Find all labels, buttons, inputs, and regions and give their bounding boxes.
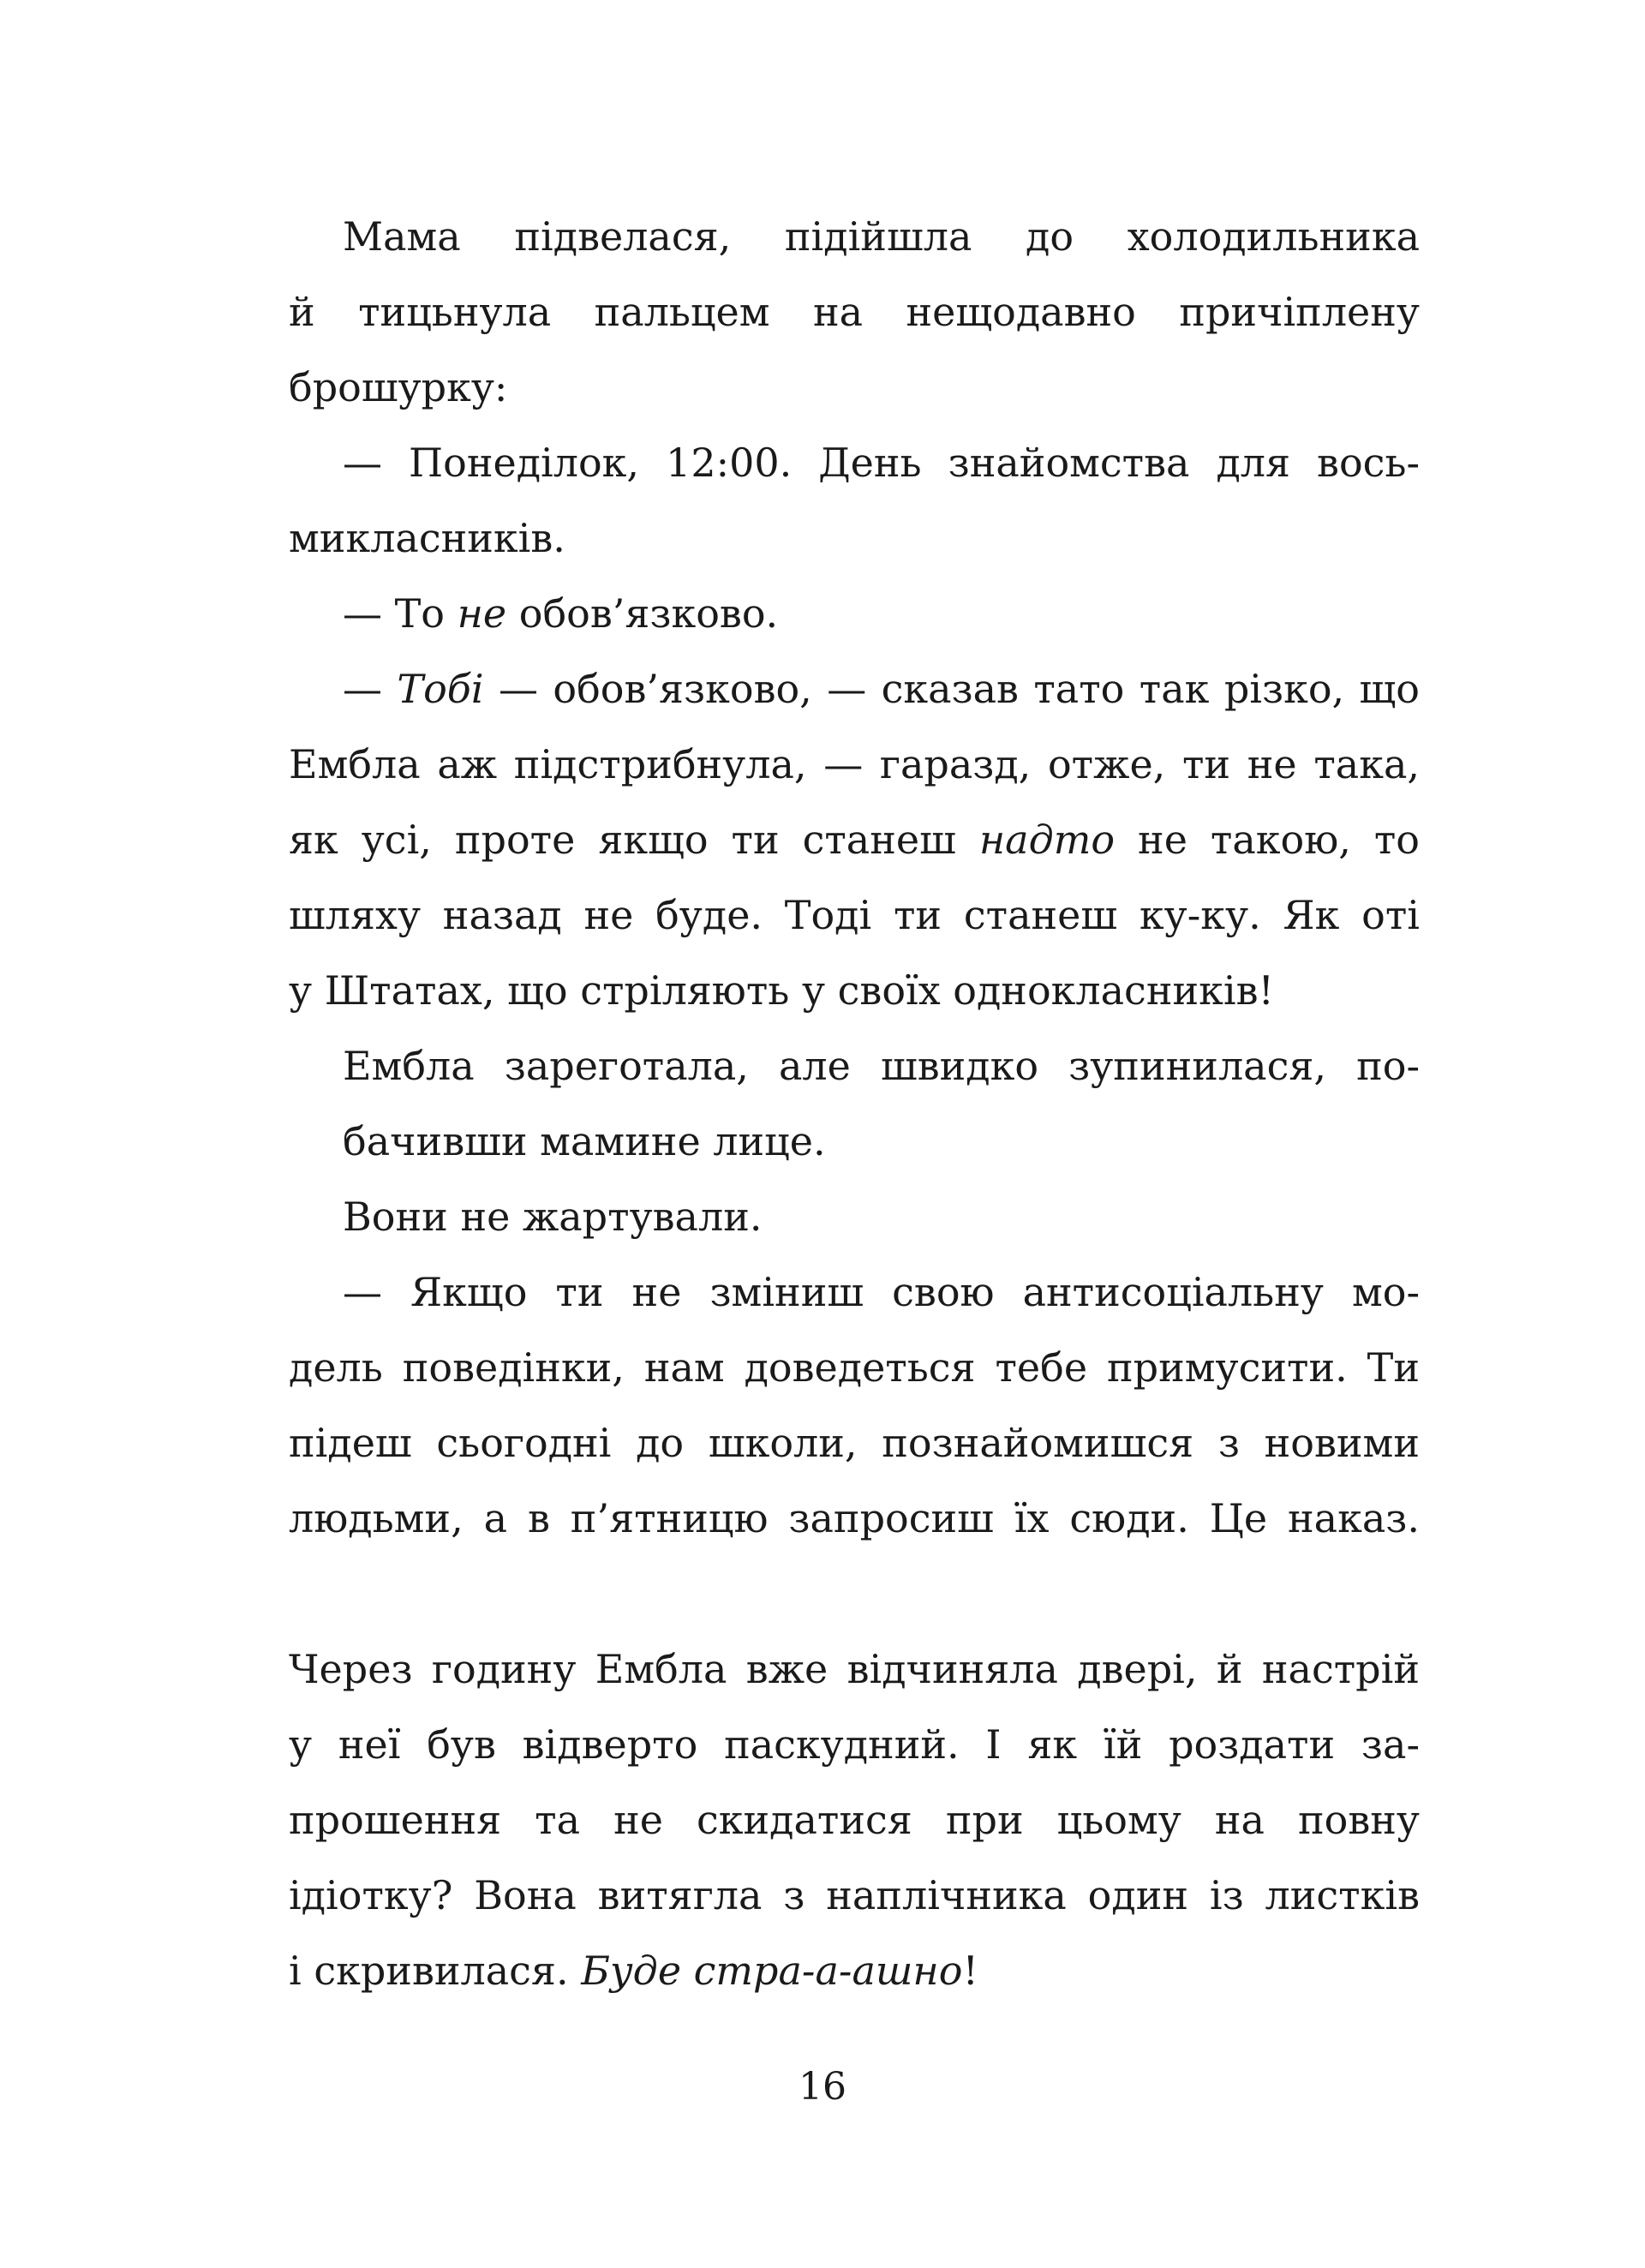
text-line xyxy=(343,590,1420,637)
text-line: людьми, а в п’ятницю запросиш їх сюди. Це наказ. xyxy=(289,1495,1420,1541)
text-span: — xyxy=(343,666,398,712)
text-span: — обов’язково, — сказав тато так різко, що xyxy=(483,666,1421,712)
text-span: як усі, проте якщо ти станеш xyxy=(289,817,979,863)
text-span: обов’язково. xyxy=(506,590,779,637)
text-line: ідіотку? Вона витягла з наплічника один із листків xyxy=(289,1872,1420,1918)
text-line: дель поведінки, нам доведеться тебе примусити. Ти xyxy=(289,1344,1420,1391)
text-line xyxy=(289,817,1420,863)
text-line: Ембла зареготала, але швидко зупинилася, по- xyxy=(343,1043,1420,1089)
page-number: 16 xyxy=(799,2065,846,2109)
text-line: Вони не жартували. xyxy=(343,1194,763,1240)
text-line: бачивши мамине лице. xyxy=(343,1118,826,1164)
text-line: прошення та не скидатися при цьому на повну xyxy=(289,1797,1420,1843)
text-line: Мама підвелася, підійшла до холодильника xyxy=(343,213,1420,260)
text-line xyxy=(289,1948,1420,1994)
text-line: брошурку: xyxy=(289,364,508,410)
text-span: ! xyxy=(962,1948,978,1994)
italic-text: Тобі xyxy=(397,666,484,712)
text-line: Через годину Ембла вже відчиняла двері, й настрій xyxy=(289,1646,1420,1692)
text-line: микласників. xyxy=(289,515,565,561)
text-line: — Якщо ти не зміниш свою антисоціальну мо- xyxy=(343,1269,1420,1315)
text-line: підеш сьогодні до школи, познайомишся з новими xyxy=(289,1420,1420,1466)
italic-text: не xyxy=(457,590,507,637)
text-line: Ембла аж підстрибнула, — гаразд, отже, ти не така, xyxy=(289,741,1420,787)
text-span: не такою, то xyxy=(1115,817,1420,863)
italic-text: надто xyxy=(978,817,1116,863)
text-line: у Штатах, що стріляють у своїх однокласників! xyxy=(289,967,1274,1014)
text-line: — Понеділок, 12:00. День знайомства для вось- xyxy=(343,440,1420,486)
text-line xyxy=(343,666,1421,712)
text-line: шляху назад не буде. Тоді ти станеш ку-ку. Як оті xyxy=(289,892,1420,938)
text-span: — То xyxy=(343,590,458,637)
text-span: і скривилася. xyxy=(289,1948,582,1994)
italic-text: Буде стра-а-ашно xyxy=(581,1948,963,1994)
text-line: у неї був відверто паскудний. І як їй роздати за- xyxy=(289,1721,1420,1768)
text-line: й тицьнула пальцем на нещодавно причіплену xyxy=(289,289,1420,335)
